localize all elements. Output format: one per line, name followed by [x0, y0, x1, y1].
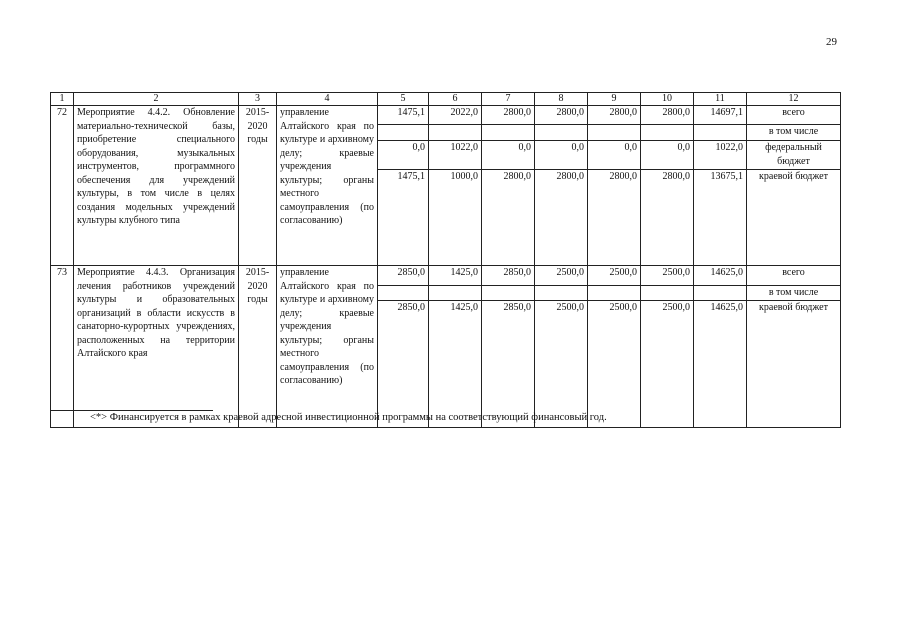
amount-cell: 1475,1: [378, 170, 429, 266]
amount-cell: 14625,0: [694, 266, 747, 286]
amount-cell: [694, 286, 747, 301]
amount-cell: 2800,0: [641, 170, 694, 266]
amount-cell: [694, 125, 747, 141]
amount-cell: 0,0: [535, 141, 588, 170]
amount-cell: [378, 286, 429, 301]
amount-cell: 2800,0: [482, 106, 535, 125]
amount-cell: 13675,1: [694, 170, 747, 266]
amount-cell: [482, 125, 535, 141]
funding-table: [50, 92, 841, 428]
amount-cell: 2850,0: [482, 301, 535, 428]
row-number-cell: 72: [51, 106, 74, 266]
header-cell: 10: [641, 93, 694, 106]
amount-cell: [482, 286, 535, 301]
funding-source-cell: краевой бюджет: [747, 301, 841, 428]
amount-cell: [588, 125, 641, 141]
header-cell: 11: [694, 93, 747, 106]
amount-cell: [429, 125, 482, 141]
funding-source-cell: всего: [747, 266, 841, 286]
amount-cell: 2800,0: [535, 106, 588, 125]
years-cell: 2015-2020 годы: [239, 106, 277, 266]
amount-cell: 1022,0: [429, 141, 482, 170]
header-cell: 12: [747, 93, 841, 106]
amount-cell: [535, 286, 588, 301]
amount-cell: 2800,0: [482, 170, 535, 266]
funding-source-cell: всего: [747, 106, 841, 125]
amount-cell: [378, 125, 429, 141]
table-body: [51, 93, 841, 428]
amount-cell: 1475,1: [378, 106, 429, 125]
amount-cell: 2800,0: [535, 170, 588, 266]
amount-cell: 2500,0: [641, 266, 694, 286]
funding-source-cell: краевой бюджет: [747, 170, 841, 266]
executor-cell: управление Алтайского края по культуре и архивному делу; краевые учреждения культуры; органы местного самоуправления (по согласованию): [277, 266, 378, 428]
amount-cell: 0,0: [378, 141, 429, 170]
measure-cell: Мероприятие 4.4.3. Организация лечения работников учреждений культуры и образовательных организаций в области искусств в санаторно-курортных учреждениях, расположенных на территории Алтайского края: [74, 266, 239, 428]
amount-cell: 2850,0: [482, 266, 535, 286]
header-row: [51, 93, 841, 106]
header-cell: 6: [429, 93, 482, 106]
table-row: [51, 106, 841, 125]
footnote: <*> Финансируется в рамках краевой адресной инвестиционной программы на соответствующий финансовый год.: [90, 412, 607, 423]
amount-cell: 1022,0: [694, 141, 747, 170]
amount-cell: 2800,0: [641, 106, 694, 125]
years-cell: 2015-2020 годы: [239, 266, 277, 428]
amount-cell: [641, 125, 694, 141]
amount-cell: 2800,0: [588, 106, 641, 125]
page-number: 29: [826, 36, 837, 48]
executor-cell: управление Алтайского края по культуре и архивному делу; краевые учреждения культуры; органы местного самоуправления (по согласованию): [277, 106, 378, 266]
amount-cell: [641, 286, 694, 301]
amount-cell: 2500,0: [588, 266, 641, 286]
header-cell: 2: [74, 93, 239, 106]
header-cell: 8: [535, 93, 588, 106]
funding-source-cell: в том числе: [747, 286, 841, 301]
header-cell: 9: [588, 93, 641, 106]
amount-cell: 2800,0: [588, 170, 641, 266]
header-cell: 3: [239, 93, 277, 106]
funding-source-cell: федеральный бюджет: [747, 141, 841, 170]
header-cell: 5: [378, 93, 429, 106]
amount-cell: 14625,0: [694, 301, 747, 428]
amount-cell: 2500,0: [641, 301, 694, 428]
funding-source-cell: в том числе: [747, 125, 841, 141]
row-number-cell: 73: [51, 266, 74, 428]
amount-cell: 1425,0: [429, 266, 482, 286]
amount-cell: 2500,0: [535, 266, 588, 286]
amount-cell: 2500,0: [588, 301, 641, 428]
amount-cell: 1425,0: [429, 301, 482, 428]
amount-cell: [535, 125, 588, 141]
table-row: [51, 266, 841, 286]
amount-cell: 0,0: [482, 141, 535, 170]
amount-cell: 14697,1: [694, 106, 747, 125]
header-cell: 1: [51, 93, 74, 106]
amount-cell: 1000,0: [429, 170, 482, 266]
footnote-divider: [50, 410, 213, 411]
amount-cell: 2850,0: [378, 301, 429, 428]
amount-cell: [429, 286, 482, 301]
amount-cell: [588, 286, 641, 301]
amount-cell: 0,0: [641, 141, 694, 170]
header-cell: 4: [277, 93, 378, 106]
amount-cell: 2500,0: [535, 301, 588, 428]
amount-cell: 2850,0: [378, 266, 429, 286]
measure-cell: Мероприятие 4.4.2. Обновление материально-технической базы, приобретение специального оборудования, музыкальных инструментов, программного обеспечения для учреждений культуры, в том числе в целях создания модельных учреждений культуры клубного типа: [74, 106, 239, 266]
amount-cell: 2022,0: [429, 106, 482, 125]
amount-cell: 0,0: [588, 141, 641, 170]
header-cell: 7: [482, 93, 535, 106]
